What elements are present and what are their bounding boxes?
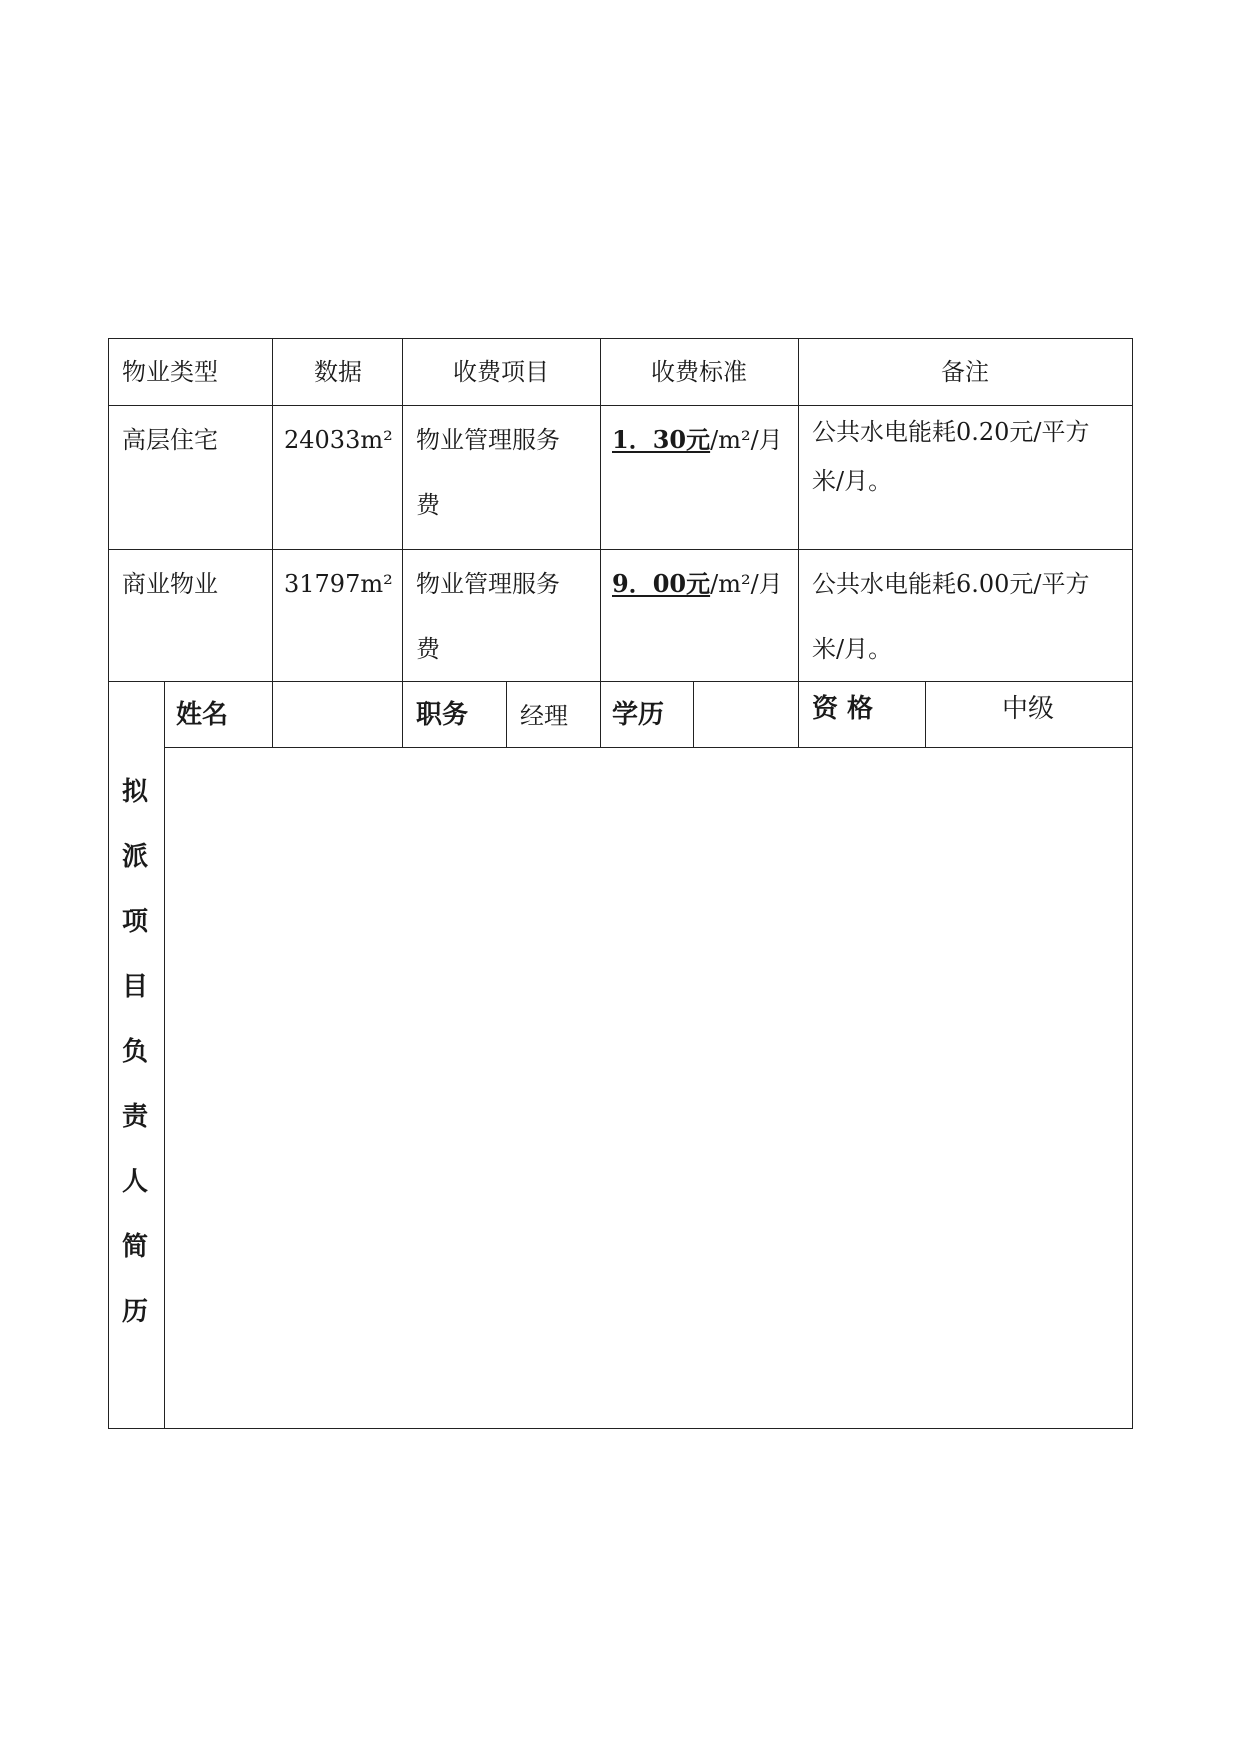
position-value: 经理 (520, 702, 568, 730)
fee-rate-value: 1．30元 (612, 425, 711, 454)
cell-remark-cont: 米/月。 (812, 635, 893, 663)
cell-property-type: 商业物业 (122, 570, 218, 598)
header-fee-standard: 收费标准 (651, 358, 747, 386)
header-data: 数据 (314, 358, 362, 386)
cell-remark: 公共水电能耗6.00元/平方 (812, 570, 1090, 598)
cell-fee-item: 物业管理服务 (416, 426, 560, 454)
cell-fee-item-cont: 费 (416, 491, 440, 519)
resume-body (166, 749, 1131, 1427)
cell-fee-item-cont: 费 (416, 635, 440, 663)
fee-rate-unit: /m²/月 (710, 570, 783, 598)
cell-fee-rate (612, 569, 783, 598)
cell-area: 31797m² (284, 570, 393, 598)
header-fee-item: 收费项目 (453, 358, 549, 386)
header-property-type: 物业类型 (122, 358, 218, 386)
cell-area: 24033m² (284, 426, 393, 454)
cell-remark: 公共水电能耗0.20元/平方 (812, 418, 1090, 446)
header-remark: 备注 (941, 358, 989, 386)
position-label: 职务 (416, 700, 469, 730)
cell-fee-rate (612, 425, 783, 454)
qualification-value: 中级 (1002, 694, 1055, 724)
cell-remark-cont: 米/月。 (812, 467, 893, 495)
fee-rate-unit: /m²/月 (710, 426, 783, 454)
fee-rate-value: 9．00元 (612, 569, 711, 598)
cell-property-type: 高层住宅 (122, 426, 218, 454)
resume-section-label: 拟派项目负责人简历 (121, 777, 148, 1327)
name-label: 姓名 (176, 700, 229, 730)
qualification-label: 资 格 (812, 694, 874, 724)
education-label: 学历 (612, 700, 665, 730)
cell-fee-item: 物业管理服务 (416, 570, 560, 598)
